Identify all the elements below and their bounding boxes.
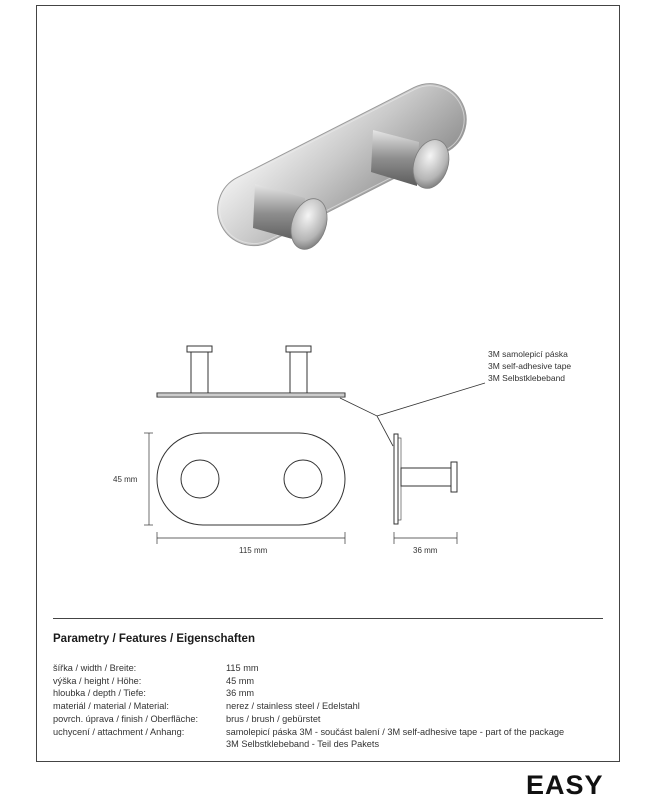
features-title: Parametry / Features / Eigenschaften — [53, 633, 255, 645]
tape-label-cz: 3M samolepicí páska — [488, 349, 568, 359]
row-value: 45 mm — [226, 675, 255, 686]
row-value: 3M Selbstklebeband - Teil des Pakets — [226, 739, 380, 750]
front-view-plate — [157, 433, 345, 525]
row-label: výška / height / Höhe: — [53, 675, 142, 686]
table-row — [53, 662, 564, 675]
top-view-pin-right — [286, 346, 311, 352]
table-row — [53, 687, 564, 700]
row-label: hloubka / depth / Tiefe: — [53, 688, 146, 699]
brand-logo: EASY — [526, 770, 604, 800]
width-dimension-label: 115 mm — [239, 546, 268, 555]
features-table — [53, 662, 564, 751]
row-label-empty — [53, 738, 226, 751]
row-value: samolepicí páska 3M - součást balení / 3M self-adhesive tape - part of the package — [226, 726, 565, 737]
section-divider — [53, 618, 603, 619]
row-label: šířka / width / Breite: — [53, 663, 137, 673]
row-value: brus / brush / gebürstet — [226, 713, 321, 724]
depth-dimension-label: 36 mm — [413, 546, 438, 555]
front-view-hole-right — [284, 460, 322, 498]
row-label: povrch. úprava / finish / Oberfläche: — [53, 713, 199, 724]
side-view-plate — [394, 434, 398, 524]
table-row — [53, 700, 564, 713]
top-view-pin-left — [187, 346, 212, 352]
table-row — [53, 738, 564, 751]
tape-label-en: 3M self-adhesive tape — [488, 361, 572, 371]
row-value: 115 mm — [226, 663, 259, 673]
row-label: materiál / material / Material: — [53, 701, 169, 712]
row-value: 36 mm — [226, 688, 255, 699]
row-value: nerez / stainless steel / Edelstahl — [226, 701, 360, 712]
table-row — [53, 713, 564, 726]
table-row — [53, 726, 564, 739]
row-label: uchycení / attachment / Anhang: — [53, 726, 185, 737]
front-view-hole-left — [181, 460, 219, 498]
height-dimension-label: 45 mm — [113, 475, 138, 484]
document-frame — [36, 5, 620, 762]
side-view-pin — [401, 468, 451, 486]
tape-label-de: 3M Selbstklebeband — [488, 373, 566, 383]
table-row — [53, 675, 564, 688]
technical-drawing — [37, 6, 621, 566]
tape-callout-line — [340, 383, 485, 416]
